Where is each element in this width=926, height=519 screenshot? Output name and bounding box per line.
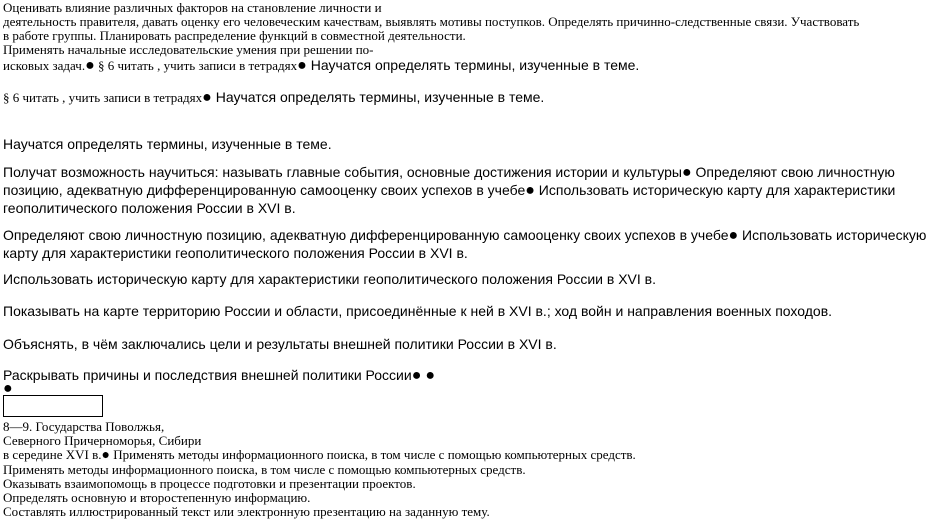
header-line-3: в работе группы. Планировать распределение функций в совместной деятельности.	[3, 28, 466, 43]
header-line-5-start: исковых задач.	[3, 58, 86, 73]
bullet-icon: ●	[3, 380, 13, 397]
paragraph-map: Использовать историческую карту для характеристики геополитического положения России в XVI в.	[3, 271, 656, 287]
footer-line-3	[3, 448, 813, 463]
paragraph-terms: Научатся определять термины, изученные в теме.	[3, 136, 332, 152]
footer-line-6: Определять основную и второстепенную информацию.	[3, 490, 311, 505]
opportunity-line-2-text: позицию, адекватную дифференцированную самооценку своих успехов в учебе	[3, 182, 526, 198]
opportunity-line-2-tail: Использовать историческую карту для характеристики	[534, 182, 896, 198]
footer-line-7: Составлять иллюстрированный текст или электронную презентацию на заданную тему.	[3, 504, 490, 519]
section-6-text: § 6 читать , учить записи в тетрадях	[3, 90, 203, 105]
footer-line-4: Применять методы информационного поиска, в том числе с помощью компьютерных средств.	[3, 462, 526, 477]
paragraph-explain: Объяснять, в чём заключались цели и результаты внешней политики России в XVI в.	[3, 336, 557, 352]
position-line-1-text: Определяют свою личностную позицию, адекватную дифференцированную самооценку своих успехов в учебе	[3, 227, 729, 243]
opportunity-line-2	[3, 181, 896, 199]
bullet-icon: ●	[202, 89, 212, 106]
opportunity-line-1-tail: Определяют свою личностную	[691, 164, 895, 180]
empty-cell-box	[3, 395, 103, 417]
bullet-icon: ●	[85, 57, 95, 74]
header-line-5	[3, 57, 813, 74]
bullet-line	[3, 381, 813, 397]
footer-line-3-text: в середине XVI в.	[3, 447, 102, 462]
bullet-icon: ●	[425, 367, 436, 384]
opportunity-line-3: геополитического положения России в XVI в.	[3, 200, 296, 216]
footer-line-2: Северного Причерноморья, Сибири	[3, 433, 202, 448]
header-line-2: деятельность правителя, давать оценку его человеческим качествам, выявлять мотивы поступков. Определять причинно-следственные связи. Участвовать	[3, 14, 860, 29]
header-line-1: Оценивать влияние различных факторов на становление личности и	[3, 0, 382, 15]
bullet-icon: ●	[101, 448, 110, 463]
footer-line-1: 8—9. Государства Поволжья,	[3, 419, 165, 434]
position-line-1-tail: Использовать историческую	[738, 227, 926, 243]
bullet-icon: ●	[525, 182, 535, 199]
header-line-4: Применять начальные исследовательские умения при решении по-	[3, 42, 374, 57]
opportunity-line-1	[3, 163, 895, 181]
bullet-icon: ●	[297, 57, 307, 74]
header-line-5-section: § 6 читать , учить записи в тетрадях	[94, 58, 298, 73]
position-line-1	[3, 226, 926, 244]
bullet-icon: ●	[728, 227, 739, 244]
reveal-text: Раскрывать причины и последствия внешней политики России	[3, 367, 412, 383]
footer-line-3-tail: Применять методы информационного поиска, в том числе с помощью компьютерных средств.	[109, 447, 636, 462]
header-block	[3, 0, 860, 57]
section-6-terms: Научатся определять термины, изученные в теме.	[211, 89, 545, 105]
bullet-icon: ●	[411, 367, 422, 384]
opportunity-line-1-text: Получат возможность научиться: называть главные события, основные достижения истории и культуры	[3, 164, 682, 180]
header-line-5-terms: Научатся определять термины, изученные в теме.	[306, 57, 640, 73]
bullet-icon: ●	[681, 164, 692, 181]
footer-block	[3, 420, 813, 519]
paragraph-territory: Показывать на карте территорию России и области, присоединённые к ней в XVI в.; ход войн и направления военных походов.	[3, 303, 833, 319]
paragraph-opportunity	[3, 163, 896, 217]
footer-line-5: Оказывать взаимопомощь в процессе подготовки и презентации проектов.	[3, 476, 416, 491]
paragraph-section-6	[3, 89, 813, 106]
position-line-2: карту для характеристики геополитического положения России в XVI в.	[3, 245, 468, 261]
paragraph-position	[3, 226, 926, 262]
